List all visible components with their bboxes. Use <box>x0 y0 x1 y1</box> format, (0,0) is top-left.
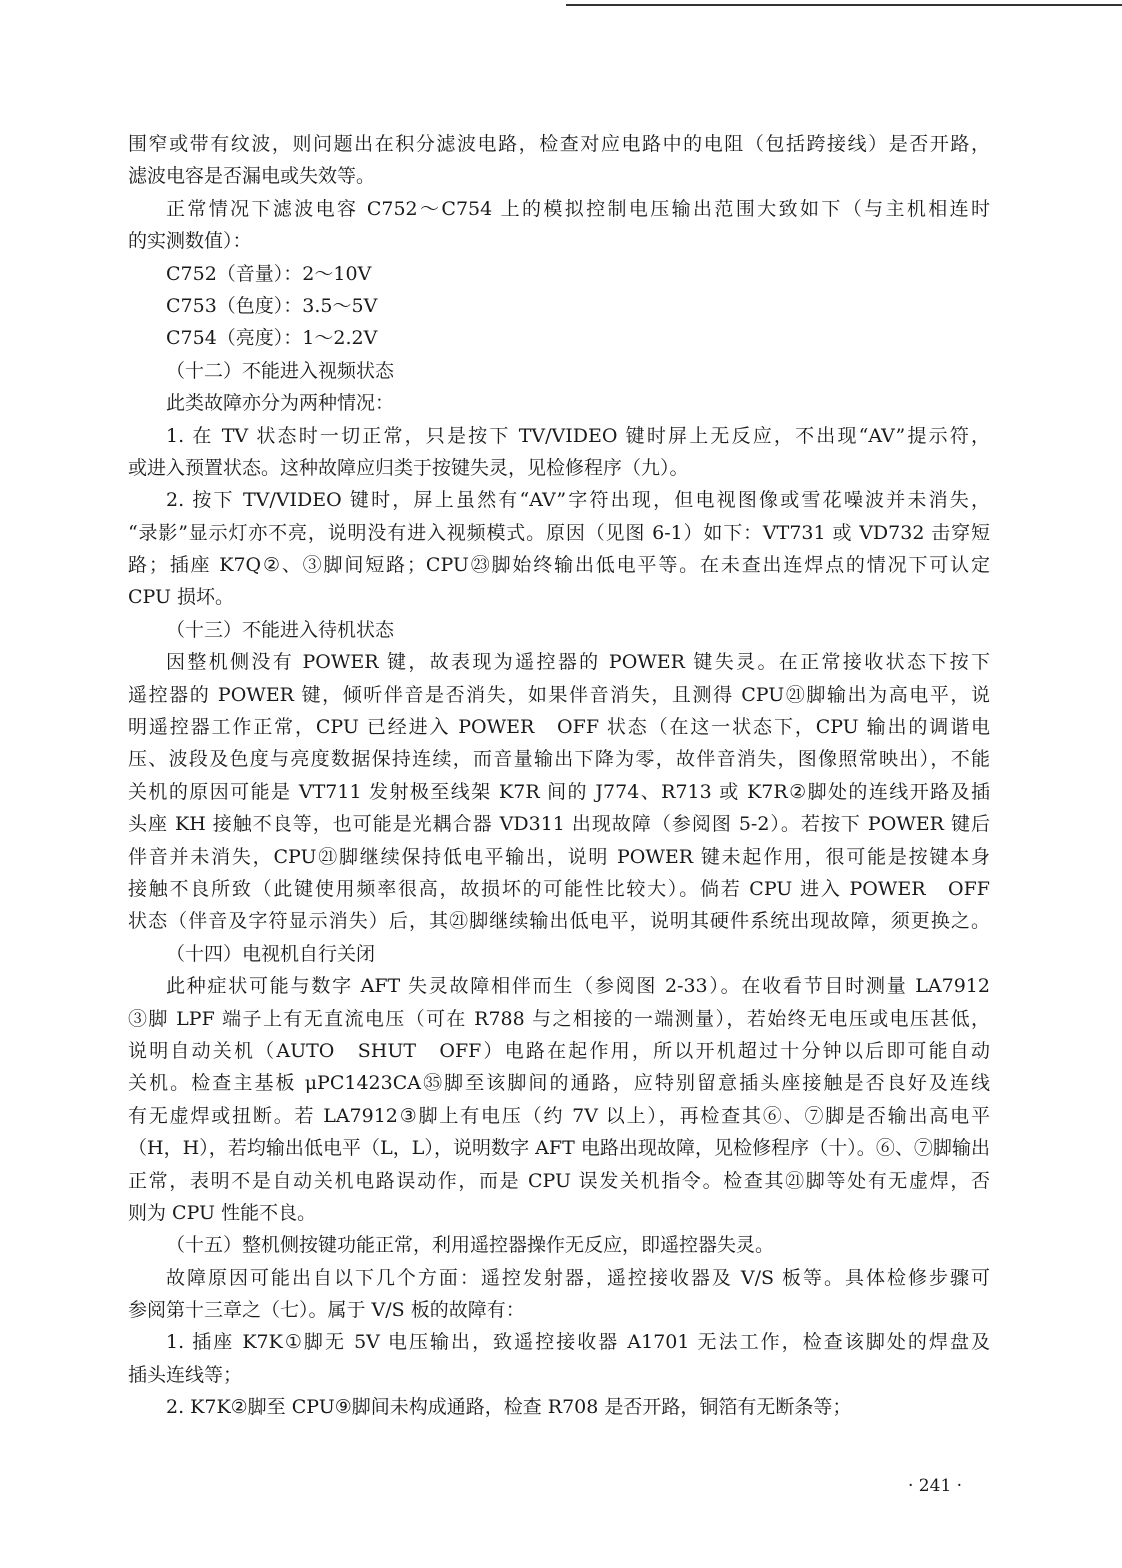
text-line: ③脚 LPF 端子上有无直流电压（可在 R788 与之相接的一端测量），若始终无电压或电压甚低， <box>128 1007 990 1030</box>
text-line: 关机。检查主基板 μPC1423CA㉟脚至该脚间的通路，应特别留意插头座接触是否良好及连线 <box>128 1072 990 1095</box>
text-line: C754（亮度）：1～2.2V <box>166 327 378 350</box>
page-number: · 241 · <box>908 1476 963 1496</box>
text-line: C752（音量）：2～10V <box>166 262 372 285</box>
text-line: 关机的原因可能是 VT711 发射极至线架 K7R 间的 J774、R713 或 K7R②脚处的连线开路及插 <box>128 780 990 803</box>
page-body <box>128 128 990 1424</box>
text-line: 因整机侧没有 POWER 键，故表现为遥控器的 POWER 键失灵。在正常接收状态下按下 <box>166 651 990 674</box>
text-line: 头座 KH 接触不良等，也可能是光耦合器 VD311 出现故障（参阅图 5-2）。若按下 POWER 键后 <box>128 813 990 836</box>
text-line: C753（色度）：3.5～5V <box>166 294 378 317</box>
text-line: 接触不良所致（此键使用频率很高，故损坏的可能性比较大）。倘若 CPU 进入 POWER OFF <box>128 877 990 900</box>
text-line: 正常情况下滤波电容 C752～C754 上的模拟控制电压输出范围大致如下（与主机相连时 <box>166 197 990 220</box>
text-line: 正常，表明不是自动关机电路误动作，而是 CPU 误发关机指令。检查其㉑脚等处有无虚焊，否 <box>128 1169 990 1192</box>
text-line: 围窄或带有纹波，则问题出在积分滤波电路，检查对应电路中的电阻（包括跨接线）是否开路， <box>128 133 990 155</box>
section-heading: （十四）电视机自行关闭 <box>166 942 376 965</box>
text-line: 故障原因可能出自以下几个方面：遥控发射器，遥控接收器及 V/S 板等。具体检修步骤可 <box>166 1266 990 1289</box>
text-line: 遥控器的 POWER 键，倾听伴音是否消失，如果伴音消失，且测得 CPU㉑脚输出为高电平，说 <box>128 683 990 706</box>
text-line: 则为 CPU 性能不良。 <box>128 1201 317 1224</box>
text-line: 此种症状可能与数字 AFT 失灵故障相伴而生（参阅图 2-33）。在收看节目时测量 LA7912 <box>166 975 990 998</box>
text-line: 伴音并未消失，CPU㉑脚继续保持低电平输出，说明 POWER 键未起作用，很可能是按键本身 <box>128 845 990 868</box>
text-line: 滤波电容是否漏电或失效等。 <box>128 165 376 188</box>
text-line: 插头连线等； <box>128 1363 243 1386</box>
text-line: 或进入预置状态。这种故障应归类于按键失灵，见检修程序（九）。 <box>128 456 689 479</box>
text-line: 明遥控器工作正常，CPU 已经进入 POWER OFF 状态（在这一状态下，CPU 输出的调谐电 <box>128 716 990 739</box>
text-line: CPU 损坏。 <box>128 586 235 609</box>
text-line: 1. 插座 K7K①脚无 5V 电压输出，致遥控接收器 A1701 无法工作，检查该脚处的焊盘及 <box>166 1331 990 1354</box>
text-line: 有无虚焊或扭断。若 LA7912③脚上有电压（约 7V 以上），再检查其⑥、⑦脚是否输出高电平 <box>128 1104 990 1127</box>
text-line: 压、波段及色度与亮度数据保持连续，而音量输出下降为零，故伴音消失，图像照常映出），不能 <box>128 748 990 771</box>
text-line: 参阅第十三章之（七）。属于 V/S 板的故障有： <box>128 1299 525 1322</box>
text-line: （H，H），若均输出低电平（L，L），说明数字 AFT 电路出现故障，见检修程序（十）。⑥、⑦脚输出 <box>128 1137 990 1160</box>
text-line: 的实测数值）： <box>128 230 252 253</box>
section-heading: （十五）整机侧按键功能正常，利用遥控器操作无反应，即遥控器失灵。 <box>166 1234 775 1257</box>
text-line: 1. 在 TV 状态时一切正常，只是按下 TV/VIDEO 键时屏上无反应，不出现“AV”提示符， <box>166 424 990 447</box>
text-line: 2. K7K②脚至 CPU⑨脚间未构成通路，检查 R708 是否开路，铜箔有无断条等； <box>166 1396 852 1419</box>
text-line: “录影”显示灯亦不亮，说明没有进入视频模式。原因（见图 6-1）如下：VT731 或 VD732 击穿短 <box>128 521 990 544</box>
section-heading: （十二）不能进入视频状态 <box>166 359 395 382</box>
text-line: 路；插座 K7Q②、③脚间短路；CPU㉓脚始终输出低电平等。在未查出连焊点的情况下可认定 <box>128 554 990 577</box>
text-line: 此类故障亦分为两种情况： <box>166 392 395 415</box>
section-heading: （十三）不能进入待机状态 <box>166 618 395 641</box>
top-rule <box>566 4 1122 6</box>
text-line: 状态（伴音及字符显示消失）后，其㉑脚继续输出低电平，说明其硬件系统出现故障，须更换之。 <box>128 910 990 933</box>
text-line: 2. 按下 TV/VIDEO 键时，屏上虽然有“AV”字符出现，但电视图像或雪花噪波并未消失， <box>166 489 990 512</box>
text-line: 说明自动关机（AUTO SHUT OFF）电路在起作用，所以开机超过十分钟以后即可能自动 <box>128 1039 990 1062</box>
